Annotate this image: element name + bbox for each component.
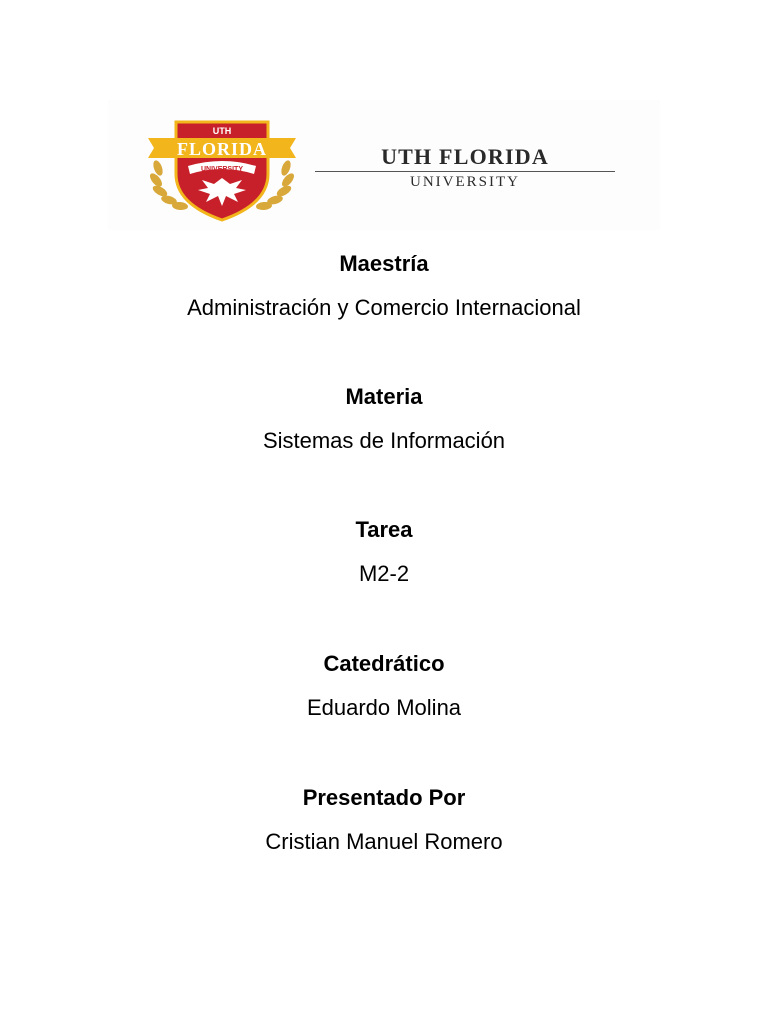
- section-heading: Catedrático: [323, 651, 445, 676]
- section-heading: Presentado Por: [302, 785, 466, 810]
- section-value: Cristian Manuel Romero: [265, 829, 503, 854]
- section-value: Administración y Comercio Internacional: [187, 295, 581, 320]
- section-value: Sistemas de Información: [262, 428, 506, 453]
- wordmark-sub: UNIVERSITY: [410, 174, 520, 190]
- university-wordmark: [315, 144, 615, 194]
- section-tarea: [0, 516, 768, 588]
- wordmark-main: UTH FLORIDA: [381, 144, 549, 169]
- university-crest-icon: [144, 118, 300, 222]
- crest-banner-text: FLORIDA: [176, 139, 268, 159]
- section-presentado-por: [0, 784, 768, 856]
- section-heading: Tarea: [355, 517, 413, 542]
- crest-ribbon-text: UNIVERSITY: [200, 166, 244, 173]
- section-value: M2-2: [358, 561, 410, 586]
- section-heading: Materia: [345, 384, 423, 409]
- crest-top-text: UTH: [212, 126, 232, 136]
- section-maestria: [0, 250, 768, 322]
- section-catedratico: [0, 650, 768, 722]
- section-heading: Maestría: [339, 251, 429, 276]
- section-materia: [0, 383, 768, 455]
- university-logo: [108, 100, 660, 230]
- section-value: Eduardo Molina: [306, 695, 462, 720]
